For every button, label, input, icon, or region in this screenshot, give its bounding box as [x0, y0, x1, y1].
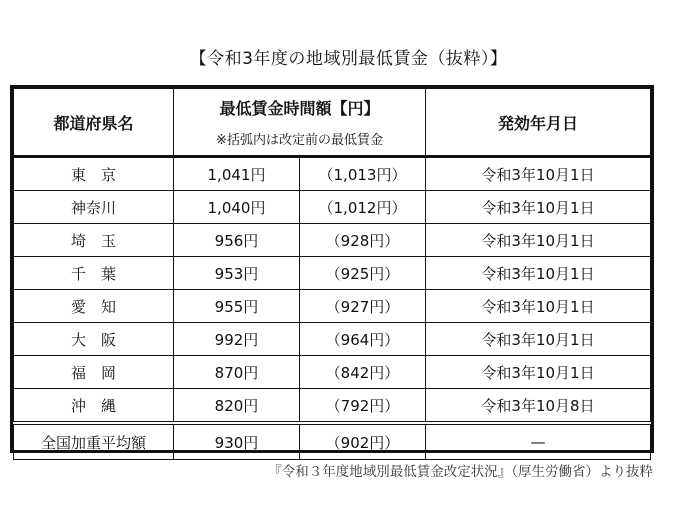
prefecture-cell: 千 葉: [14, 257, 174, 290]
wage-cell: 1,041円: [174, 157, 300, 191]
wage-cell: 992円: [174, 323, 300, 356]
prefecture-cell: 東 京: [14, 157, 174, 191]
source-footnote: 『令和３年度地域別最低賃金改定状況』（厚生労働省）より抜粋: [268, 464, 653, 480]
effective-date-cell: 令和3年10月1日: [426, 191, 651, 224]
effective-date-cell: 令和3年10月1日: [426, 157, 651, 191]
previous-wage-cell: （1,013円）: [300, 157, 426, 191]
effective-date-cell: 令和3年10月1日: [426, 323, 651, 356]
prefecture-cell: 大 阪: [14, 323, 174, 356]
wage-cell: 870円: [174, 356, 300, 389]
table-row: [14, 257, 651, 290]
header-wage-title: 最低賃金時間額【円】: [219, 99, 380, 118]
prefecture-cell: 埼 玉: [14, 224, 174, 257]
wage-cell: 1,040円: [174, 191, 300, 224]
table-row: [14, 356, 651, 389]
effective-date-cell: 令和3年10月1日: [426, 257, 651, 290]
effective-date-cell: 令和3年10月1日: [426, 356, 651, 389]
table-row: [14, 157, 651, 191]
header-prefecture: 都道府県名: [14, 89, 174, 157]
wage-cell: 820円: [174, 389, 300, 424]
header-effective-date: 発効年月日: [426, 89, 651, 157]
previous-wage-cell: （928円）: [300, 224, 426, 257]
effective-date-cell: 令和3年10月1日: [426, 224, 651, 257]
wage-cell: 955円: [174, 290, 300, 323]
document-title: 【令和3年度の地域別最低賃金（抜粋）】: [189, 49, 508, 69]
table-row: [14, 224, 651, 257]
previous-wage-cell: （842円）: [300, 356, 426, 389]
prefecture-cell: 沖 縄: [14, 389, 174, 424]
prefecture-cell: 神奈川: [14, 191, 174, 224]
average-label: 全国加重平均額: [14, 423, 174, 460]
average-previous-wage: （902円）: [300, 423, 426, 460]
table-row: [14, 191, 651, 224]
effective-date-cell: 令和3年10月8日: [426, 389, 651, 424]
table-row: [14, 389, 651, 424]
prefecture-cell: 福 岡: [14, 356, 174, 389]
prefecture-cell: 愛 知: [14, 290, 174, 323]
previous-wage-cell: （927円）: [300, 290, 426, 323]
average-effective-date: —: [426, 423, 651, 460]
previous-wage-cell: （1,012円）: [300, 191, 426, 224]
national-average-row: [14, 423, 651, 460]
average-wage: 930円: [174, 423, 300, 460]
table-row: [14, 323, 651, 356]
wage-cell: 956円: [174, 224, 300, 257]
previous-wage-cell: （792円）: [300, 389, 426, 424]
effective-date-cell: 令和3年10月1日: [426, 290, 651, 323]
wage-cell: 953円: [174, 257, 300, 290]
header-minimum-wage: [174, 89, 426, 157]
minimum-wage-table: [10, 85, 654, 453]
previous-wage-cell: （964円）: [300, 323, 426, 356]
table-row: [14, 290, 651, 323]
table-header-row: [14, 89, 651, 157]
header-wage-note: ※括弧内は改定前の最低賃金: [216, 133, 383, 148]
previous-wage-cell: （925円）: [300, 257, 426, 290]
